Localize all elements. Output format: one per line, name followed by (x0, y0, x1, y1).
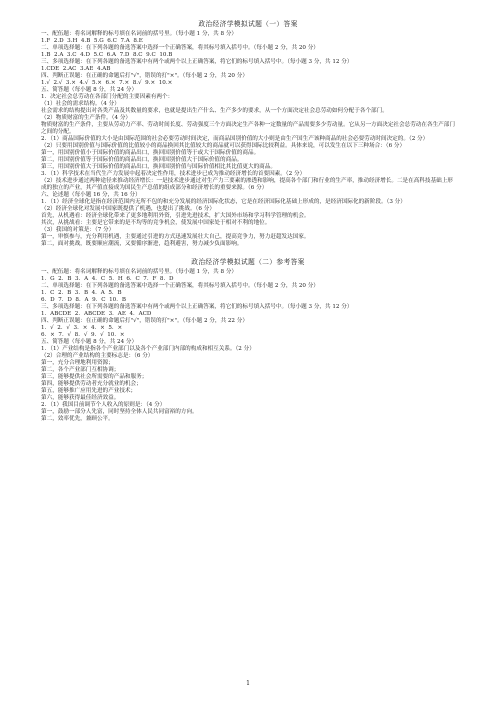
doc1-line: 1.B 2.A 3.C 4.D 5.C 6.A 7.D 8.C 9.C 10.B (41, 52, 173, 59)
doc2-line: 五、简答题（每小题 8 分，共 24 分） (41, 339, 138, 346)
doc2-line: 1．ABCDE 2．ABCDE 3．AE 4．ACD (41, 311, 152, 318)
doc2-line: 第三，能够提供社会所需要的产品和服务； (41, 374, 148, 381)
doc2-line: 1．√ 2．√ 3．× 4．× 5．× (41, 325, 123, 332)
doc1-line: 第一，用国别价值小于国际价值的商品出口，换回国别价值等于或大于国际价值的商品。 (41, 150, 260, 157)
doc2-line: 1．C 2．B 3．B 4．A 5．B (41, 290, 122, 297)
doc1-body (41, 31, 455, 248)
doc1-line: 1．决定社会总劳动在各部门分配的主要因素有两个： (41, 94, 174, 101)
doc2-line: 第一，充分合理地利用资源； (41, 360, 114, 367)
doc1-line: 第二，用国别价值等于国际价值的商品出口，换回国别价值大于国际价值的商品。 (41, 157, 243, 164)
doc1-line: （3）我国的对策是：（7 分） (41, 227, 115, 234)
doc2-line: 1．G 2．B 3．A 4．C 5．H 6．C 7．F 8．D (41, 276, 174, 283)
doc1-line: 其次，从挑战看：主要是它带来的是不均等的竞争机会，使发展中国家处于相对不利的地位。 (41, 220, 271, 227)
page-number: 1 (246, 680, 250, 687)
doc1-title: 政治经济学模拟试题（一）答案 (198, 20, 298, 28)
doc1-line: 1.CDE 2.AC 3.AE 4.AB (41, 66, 111, 73)
doc2-line: 一、配伍题：将名词解释的标号填在名词前的括号里。（每小题 1 分，共 8 分） (41, 269, 238, 276)
doc2-line: 第二，效率优先，兼顾公平。 (41, 416, 114, 423)
doc1-line: 第一，审慎参与，充分利用机遇，主要通过引进的方式迅速发展壮大自己，提高竞争力，努力赶超发达国家。 (41, 234, 310, 241)
doc2-line: 第四，能够提供劳动者充分就业的机会； (41, 381, 142, 388)
doc2-line: 2．（1）我国目前调节个人收入的原则是：（4 分） (41, 402, 166, 409)
doc2-line: 第一，鼓励一部分人先富，同时坚持全体人民共同富裕的方向。 (41, 409, 198, 416)
doc1-line: 2．（1）商品国际价值的大小是由国际范围的社会必要劳动时间决定，而商品国别价值的大小则是由生产国生产该种商品的社会必要劳动时间决定的。（2 分） (41, 136, 429, 143)
doc1-line: 三、多项选择题：在下列各题的备选答案中有两个或两个以上正确答案，将它们的标号填入括号中。（每小题 3 分，共 12 分） (41, 59, 353, 66)
doc1-line: （2）只要用国别价值与国际价值的比值较小的商品换回其比值较大的商品就可以获得国际比较利益。具体来说，可以发生在以下三种场合：（6 分） (41, 143, 406, 150)
doc1-line: 一、配伍题：将名词解释的标号填在名词前的括号里。（每小题 1 分，共 8 分） (41, 31, 238, 38)
doc1-line: 第二，面对挑战，既要顺应潮流，又要循序渐进，趋利避害，努力减少负面影响。 (41, 241, 243, 248)
doc2-line: 三、多项选择题：在下列各题的备选答案中有两个或两个以上正确答案，将它们的标号填入括号中。（每小题 3 分，共 12 分） (41, 304, 353, 311)
doc2-line: 第二，各个产业部门互相协调； (41, 367, 120, 374)
doc1-line: 3．（1）科学技术在当代生产力发展中起着决定性作用，技术进步已成为推动经济增长的首要因素。（2 分） (41, 171, 306, 178)
doc2-body (41, 269, 455, 423)
doc1-line: （1）社会的需求结构。（4 分） (41, 101, 120, 108)
doc2-line: （2）合理的产业结构的主要标志是：（6 分） (41, 353, 154, 360)
doc1-line: 1．（1）经济全球化是指在经济范围内无所不包的和充分发展的经济国际化状态，它是在经济国际化基础上形成的，是经济国际化的新阶段。（3 分） (41, 199, 406, 206)
doc1-line: 五、简答题（每小题 8 分，共 24 分） (41, 87, 138, 94)
doc2-line: 1．（1）产业结构是指各个产业部门以及各个产业部门内部的构成和相互关系。（2 分） (41, 346, 255, 353)
doc2-line: 6．× 7．√ 8．√ 9．√ 10．× (41, 332, 125, 339)
doc2-line: 四、判断正误题：在正确的命题后打"√"，错误的打"×"。（每小题 2 分，共 22 分） (41, 318, 248, 325)
doc2-line: 第五，能够推广应用先进的产业技术； (41, 388, 137, 395)
doc1-line: 四、判断正误题：在正确的命题后打"√"，错误的打"×"。（每小题 2 分，共 20 分） (41, 73, 248, 80)
doc1-line: 首先，从机遇看：经济全球化带来了更多地利用外资，引进先进技术，扩大国外市场和学习科学管理的机会。 (41, 213, 310, 220)
doc2-title: 政治经济学模拟试题（二）参考答案 (191, 258, 305, 266)
doc1-line: 社会需求的结构提出对各类产品及其数量的要求，也就是提出生产什么、生产多少的要求，从一个方面决定社会总劳动如何分配于各个部门。 (41, 108, 388, 115)
doc1-line: 1.√ 2.√ 3.× 4.√ 5.× 6.× 7.× 8.√ 9.× 10.× (41, 80, 173, 87)
doc1-line: 二、单项选择题：在下列各题的备选答案中选择一个正确答案，将其标号填入括号中。（每小题 2 分，共 20 分） (41, 45, 319, 52)
doc1-line: 1.F 2.D 3.H 4.B 5.G 6.C 7.A 8.E (41, 38, 143, 45)
doc1-line: （2）物质财富的生产条件。（4 分） (41, 115, 132, 122)
doc1-line: （2）技术进步通过两种途径来推动经济增长：一是技术进步通过对生产力三要素的渗透和影响，提高各个部门和行业的生产率，推动经济增长。二是在高科技基础上形成的独立的产业，其产值直接成为国民生产总值的组成部分和经济增长的重要来源。（6 分） (41, 178, 453, 192)
doc1-line: 第三，用国别价值大于国际价值的商品出口，换回国别价值与国际价值相比其比值更大的商品。 (41, 164, 276, 171)
doc2-line: 6．D 7．D 8．A 9．C 10．B (41, 297, 126, 304)
doc2-line: 第六，能够获得最佳经济效益。 (41, 395, 120, 402)
doc1-line: 六、论述题（每小题 16 分，共 16 分） (41, 192, 141, 199)
doc1-line: （2）经济全球化对发展中国家既提供了机遇，也提出了挑战。（6 分） (41, 206, 215, 213)
doc1-line: 物质财富的生产条件，主要从劳动力产率、劳动时间长度、劳动强度三个方面决定生产各种一定数量的产品需要多少劳动量。它从另一方面决定社会总劳动在各生产部门之间的分配。 (41, 122, 455, 136)
doc2-line: 二、单项选择题：在下列各题的备选答案中选择一个正确答案，将其标号填入括号中。（每小题 2 分，共 20 分） (41, 283, 319, 290)
